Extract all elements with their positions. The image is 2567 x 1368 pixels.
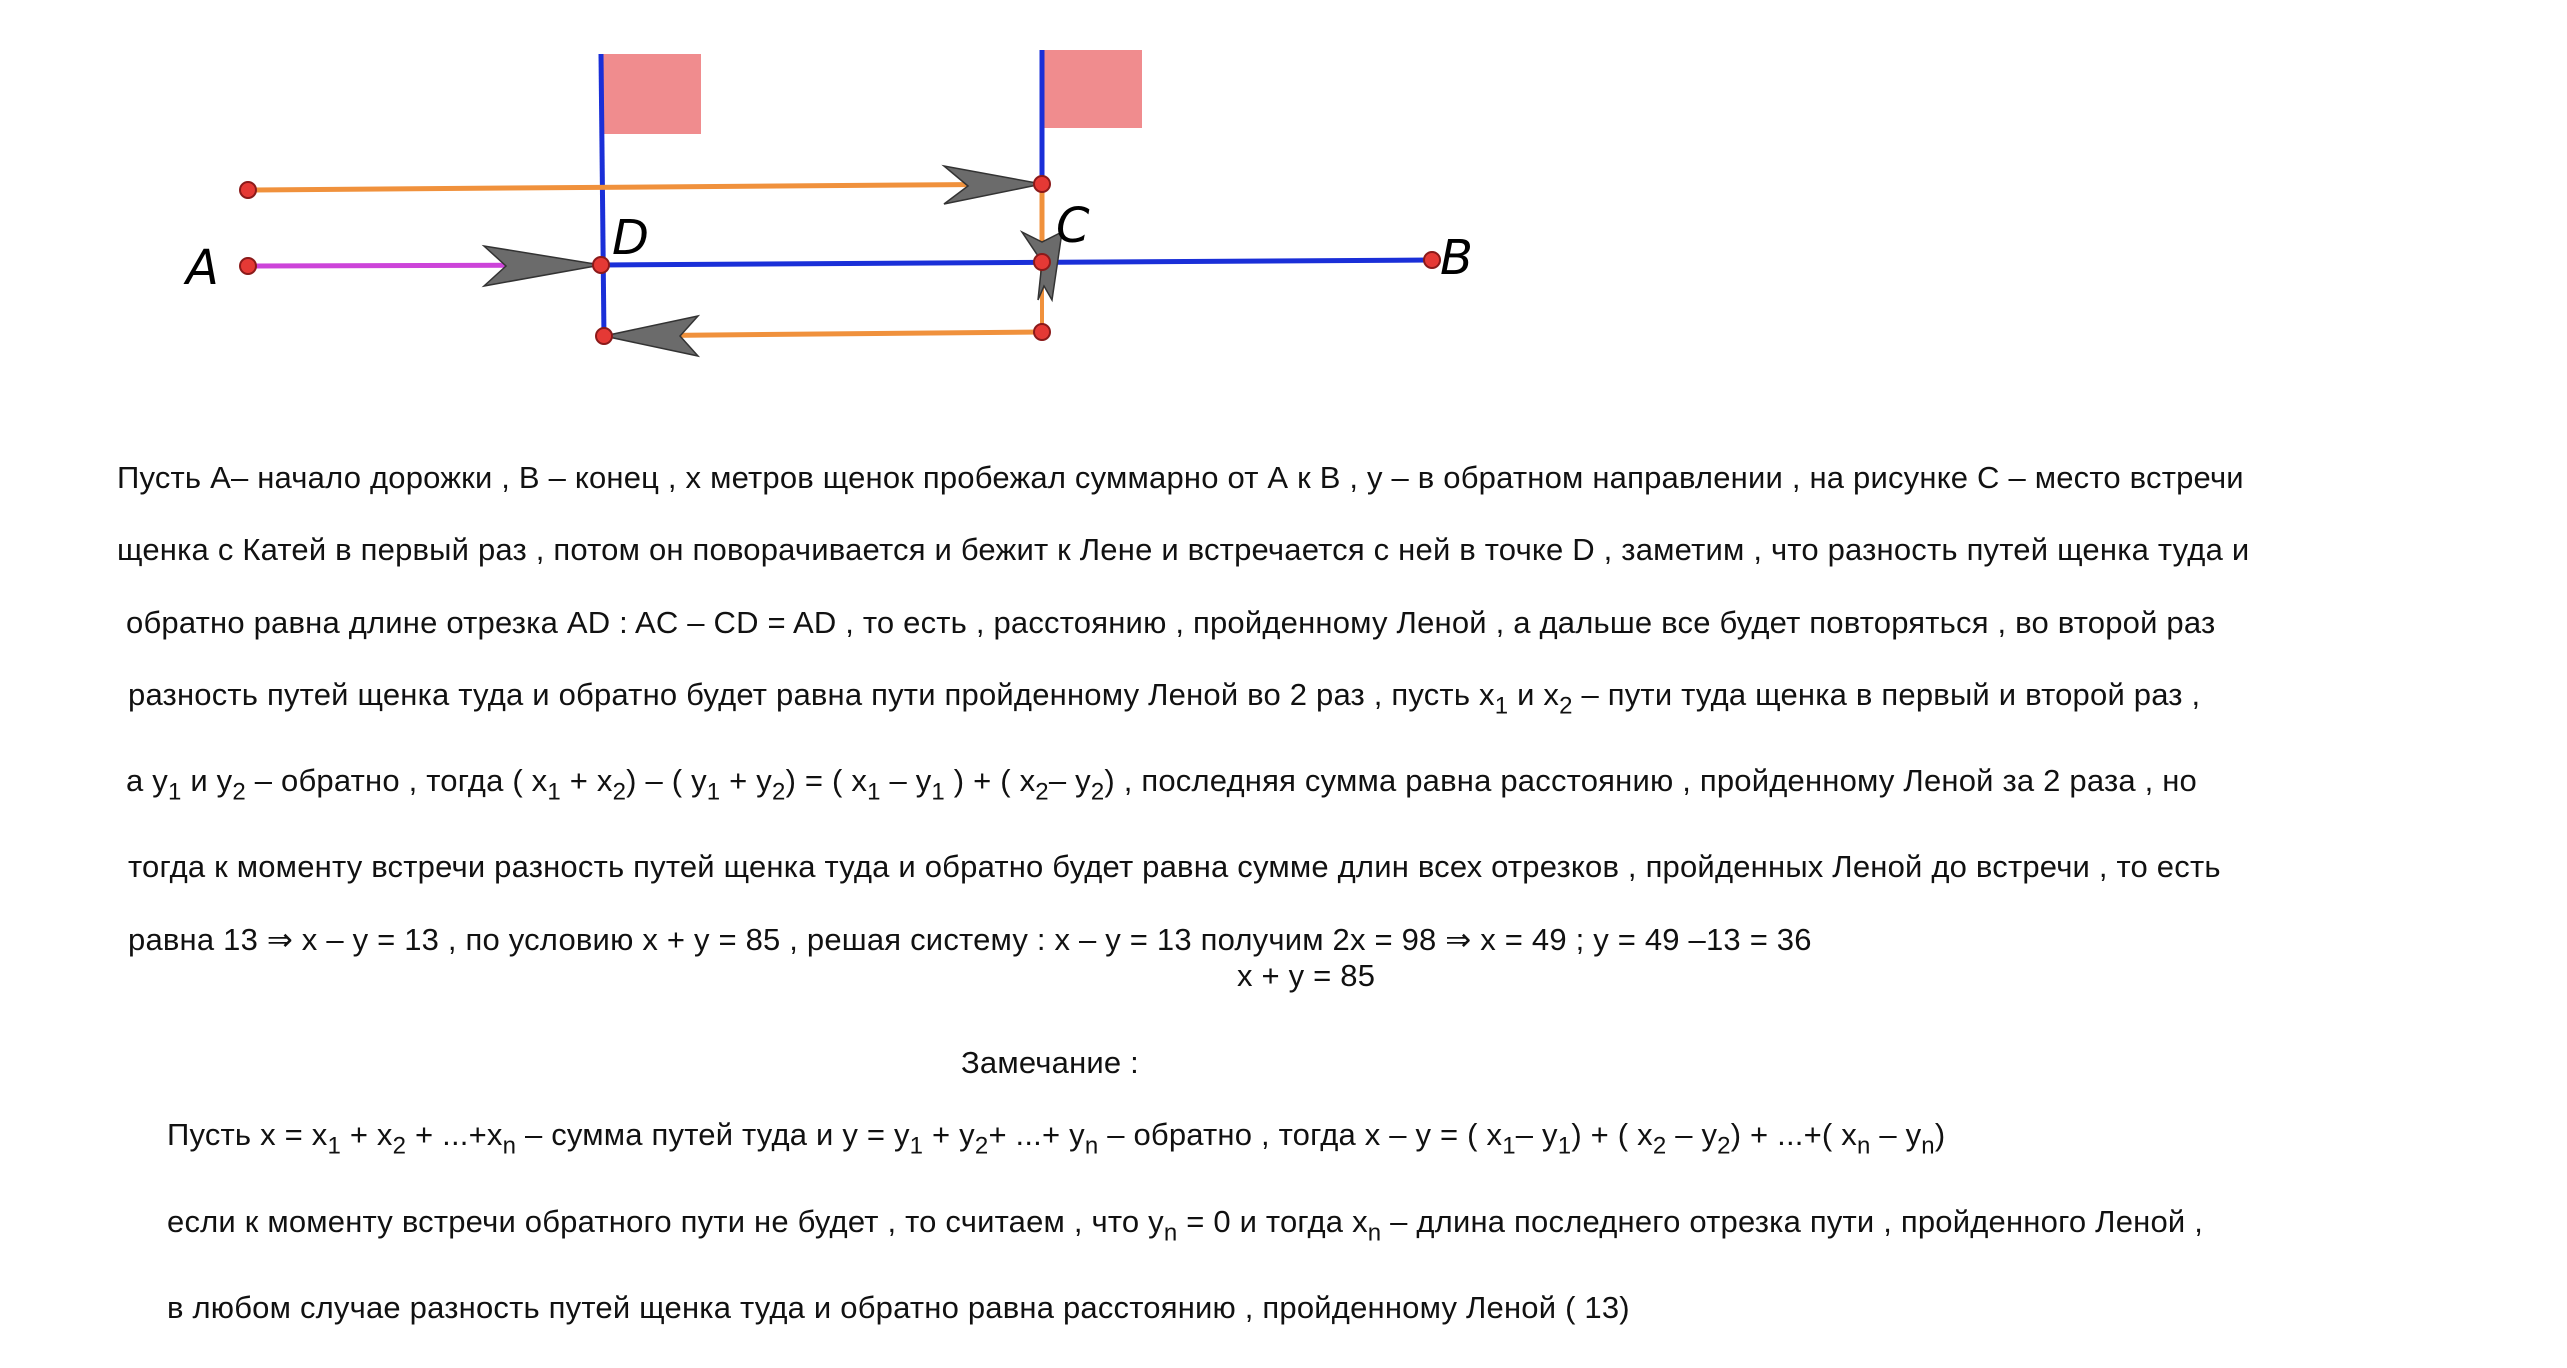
point-b	[1424, 252, 1440, 268]
subscript: 1	[1502, 1132, 1516, 1160]
subscript: n	[1856, 1132, 1871, 1160]
subscript: 2	[612, 778, 627, 806]
text-line-6: тогда к моменту встречи разность путей щенка туда и обратно будет равна сумме длин всех отрезков , пройденных Леной до встречи , то есть	[128, 849, 2221, 884]
subscript: n	[1163, 1219, 1178, 1247]
label-d: D	[612, 210, 649, 266]
remark-line-2: если к моменту встречи обратного пути не будет , то считаем , что $y_n = 0$ и тогда $x_n$ – длина последнего отрезка пути , пройденного Леной ,	[167, 1204, 2204, 1247]
subscript: 1	[909, 1132, 924, 1160]
subscript: 2	[974, 1132, 989, 1160]
point-d-bottom	[596, 328, 612, 344]
subscript: 1	[706, 778, 721, 806]
label-a: A	[186, 240, 219, 296]
text-line-7: равна 13 ⇒ x – y = 13 , по условию x + y = 85 , решая систему : x – y = 13 получим 2x = 98 ⇒ x = 49 ; y = 49 –13 = 36	[128, 922, 1812, 957]
point-d	[593, 257, 609, 273]
point-c	[1034, 254, 1050, 270]
subscript: 2	[1717, 1132, 1731, 1160]
text-line-7b: x + y = 85	[1237, 958, 1376, 993]
text-line-4: разность путей щенка туда и обратно будет равна пути пройденному Леной во 2 раз , пусть $x_1$ и $x_2$ – пути туда щенка в первый и второй раз ,	[128, 677, 2201, 720]
remark-line-3: в любом случае разность путей щенка туда и обратно равна расстоянию , пройденному Леной ( 13)	[167, 1290, 1630, 1325]
subscript: 1	[167, 778, 182, 806]
label-b: B	[1440, 230, 1473, 286]
remark-line-1: Пусть $x = x_1 + x_2 + ...+x_n$ – сумма путей туда и $y = y_1 + y_2+$ ...+ $y_n$ – обратно , тогда x – y = ( $x_1-$ $y_1$) + ( $x_2 - y_2$) + ...+( $x_n - y_n$)	[167, 1117, 1946, 1160]
puppy-path-diagram	[0, 0, 1520, 380]
subscript: 2	[232, 778, 246, 806]
text-line-5: а $y_1$ и $y_2$ – обратно , тогда ( $x_1 + x_2$) – ( $y_1 + y_2$) = ( $x_1 - y_1$ ) + ( $x_2-$ $y_2$) , последняя сумма равна расстоянию , пройденному Леной за 2 раза , но	[126, 763, 2197, 806]
subscript: 1	[1557, 1132, 1572, 1160]
subscript: 2	[392, 1132, 407, 1160]
point-c-top	[1034, 176, 1050, 192]
subscript: 1	[327, 1132, 341, 1160]
subscript: 2	[1559, 692, 1573, 720]
puppy-path-forward	[248, 184, 1042, 190]
subscript: 2	[1090, 778, 1105, 806]
subscript: n	[1367, 1219, 1382, 1247]
text-line-3: обратно равна длине отрезка AD : AC – CD = AD , то есть , расстоянию , пройденному Леной , а дальше все будет повторяться , во второй раз	[126, 605, 2216, 640]
subscript: 1	[547, 778, 561, 806]
remark-title: Замечание :	[961, 1045, 1139, 1080]
subscript: 1	[1494, 692, 1509, 720]
flag-d	[601, 54, 701, 134]
subscript: n	[502, 1132, 517, 1160]
subscript: n	[1921, 1132, 1935, 1160]
subscript: 2	[1035, 778, 1049, 806]
subscript: 1	[931, 778, 945, 806]
flag-c	[1042, 50, 1142, 128]
point-a-top	[240, 182, 256, 198]
point-c-bottom	[1034, 324, 1050, 340]
point-a	[240, 258, 256, 274]
subscript: n	[1084, 1132, 1099, 1160]
text-line-2: щенка с Катей в первый раз , потом он поворачивается и бежит к Лене и встречается с ней в точке D , заметим , что разность путей щенка туда и	[117, 532, 2250, 567]
flagpole-d	[601, 54, 604, 338]
text-line-1: Пусть А– начало дорожки , В – конец , х метров щенок пробежал суммарно от А к В , у – в обратном направлении , на рисунке С – место встречи	[117, 460, 2244, 495]
segment-db	[601, 260, 1432, 265]
subscript: 2	[772, 778, 786, 806]
subscript: 1	[867, 778, 881, 806]
subscript: 2	[1652, 1132, 1667, 1160]
label-c: C	[1056, 198, 1090, 254]
